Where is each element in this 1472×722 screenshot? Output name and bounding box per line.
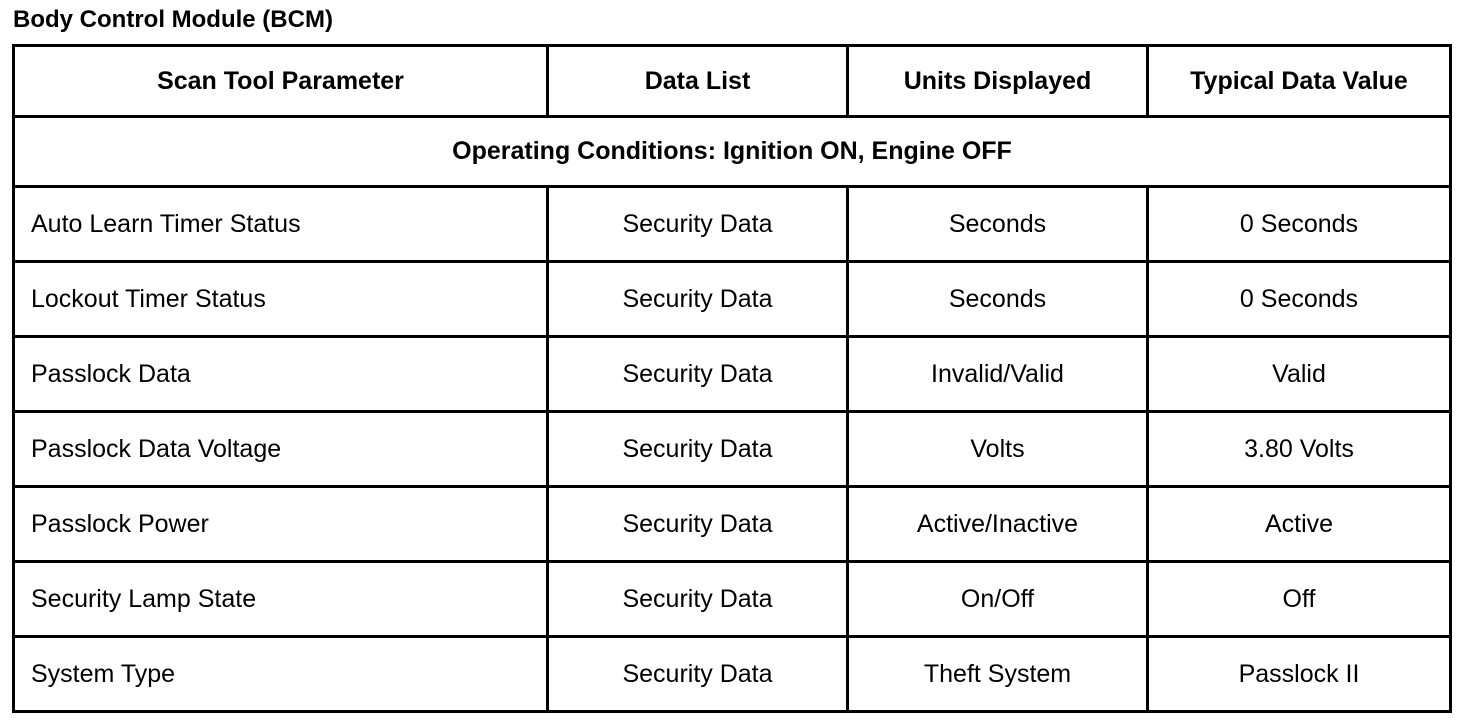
page-title: Body Control Module (BCM) bbox=[13, 6, 333, 33]
parameter-cell: Passlock Power bbox=[14, 487, 548, 562]
table-row bbox=[14, 412, 1451, 487]
typical-value-cell: Passlock II bbox=[1148, 637, 1451, 712]
table-row bbox=[14, 637, 1451, 712]
data-list-cell: Security Data bbox=[548, 562, 848, 637]
header-typical-data-value: Typical Data Value bbox=[1148, 46, 1451, 117]
typical-value-cell: 0 Seconds bbox=[1148, 262, 1451, 337]
table-row bbox=[14, 337, 1451, 412]
table-row bbox=[14, 262, 1451, 337]
table-row bbox=[14, 487, 1451, 562]
parameter-cell: Passlock Data bbox=[14, 337, 548, 412]
parameter-cell: Security Lamp State bbox=[14, 562, 548, 637]
typical-value-cell: Active bbox=[1148, 487, 1451, 562]
operating-conditions: Operating Conditions: Ignition ON, Engine OFF bbox=[14, 117, 1451, 187]
table-header-row bbox=[14, 46, 1451, 117]
typical-value-cell: Off bbox=[1148, 562, 1451, 637]
typical-value-cell: 0 Seconds bbox=[1148, 187, 1451, 262]
data-list-cell: Security Data bbox=[548, 487, 848, 562]
units-cell: Seconds bbox=[848, 262, 1148, 337]
typical-value-cell: 3.80 Volts bbox=[1148, 412, 1451, 487]
data-list-cell: Security Data bbox=[548, 337, 848, 412]
typical-value-cell: Valid bbox=[1148, 337, 1451, 412]
units-cell: Theft System bbox=[848, 637, 1148, 712]
data-list-cell: Security Data bbox=[548, 187, 848, 262]
data-list-cell: Security Data bbox=[548, 262, 848, 337]
units-cell: Active/Inactive bbox=[848, 487, 1148, 562]
data-list-cell: Security Data bbox=[548, 637, 848, 712]
data-list-cell: Security Data bbox=[548, 412, 848, 487]
header-scan-tool-parameter: Scan Tool Parameter bbox=[14, 46, 548, 117]
parameter-cell: System Type bbox=[14, 637, 548, 712]
units-cell: Volts bbox=[848, 412, 1148, 487]
header-data-list: Data List bbox=[548, 46, 848, 117]
units-cell: On/Off bbox=[848, 562, 1148, 637]
table-row bbox=[14, 562, 1451, 637]
bcm-data-table bbox=[12, 44, 1452, 713]
parameter-cell: Passlock Data Voltage bbox=[14, 412, 548, 487]
parameter-cell: Lockout Timer Status bbox=[14, 262, 548, 337]
units-cell: Seconds bbox=[848, 187, 1148, 262]
parameter-cell: Auto Learn Timer Status bbox=[14, 187, 548, 262]
units-cell: Invalid/Valid bbox=[848, 337, 1148, 412]
operating-conditions-row bbox=[14, 117, 1451, 187]
header-units-displayed: Units Displayed bbox=[848, 46, 1148, 117]
table-row bbox=[14, 187, 1451, 262]
